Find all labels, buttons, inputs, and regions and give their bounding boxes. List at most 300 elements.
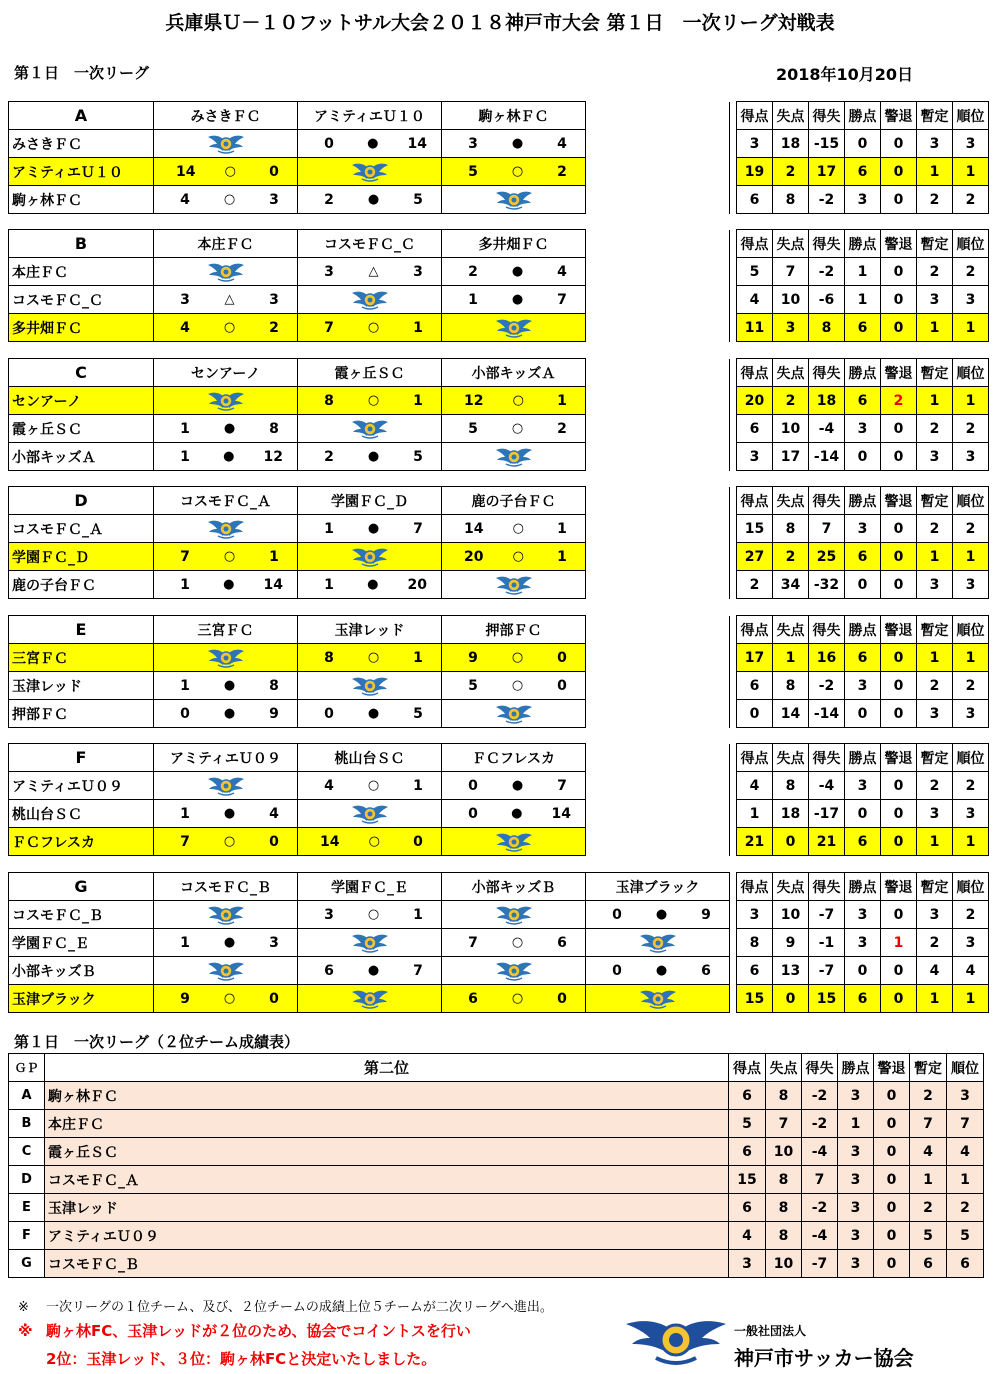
stat-value: 2 — [953, 258, 989, 286]
result-mark: ○ — [511, 991, 524, 1006]
match-result — [442, 543, 586, 571]
stat-value: 0 — [845, 443, 881, 471]
goals-against: 14 — [263, 576, 283, 593]
stat-header: 警退 — [881, 487, 917, 515]
kfa-emblem-icon — [352, 161, 388, 183]
kfa-emblem-icon — [208, 775, 244, 797]
kfa-emblem-icon — [496, 904, 532, 926]
stat-header: 暫定 — [917, 616, 953, 644]
stat-header: 得失 — [809, 487, 845, 515]
spacer — [730, 487, 737, 515]
second-place-row — [9, 1138, 984, 1166]
standing-row — [9, 957, 989, 985]
spacer — [730, 286, 737, 314]
stat-value: 7 — [809, 515, 845, 543]
group-A-table — [8, 101, 989, 214]
stat-value: 3 — [845, 415, 881, 443]
spacer — [730, 314, 737, 342]
stat-header: 勝点 — [845, 744, 881, 772]
match-result — [298, 828, 442, 856]
match-result — [586, 957, 730, 985]
stat-header: 順位 — [953, 616, 989, 644]
group-label: G — [9, 873, 154, 901]
goals-for: 2 — [324, 191, 334, 208]
result-mark: ○ — [512, 393, 524, 408]
self-match-cell — [298, 158, 442, 186]
group-label: D — [9, 487, 154, 515]
stat-header: 得点 — [737, 230, 773, 258]
stat-header: 警退 — [881, 744, 917, 772]
stat-value: -32 — [809, 571, 845, 599]
match-result — [298, 901, 442, 929]
stat-value: -1 — [809, 929, 845, 957]
goals-for: 4 — [180, 319, 190, 336]
goals-against: 6 — [557, 934, 567, 951]
group-label: F — [9, 744, 154, 772]
stat-header: 失点 — [773, 359, 809, 387]
opponent-header: アミティエＵ０９ — [154, 744, 298, 772]
empty-cell — [586, 487, 730, 515]
stat-value: 19 — [737, 158, 773, 186]
self-match-cell — [298, 800, 442, 828]
group-code: B — [9, 1110, 45, 1138]
stat-value: 10 — [773, 415, 809, 443]
stat-value: 3 — [845, 929, 881, 957]
goals-for: 1 — [180, 576, 190, 593]
stat-value: 2 — [953, 772, 989, 800]
second-place-table — [8, 1053, 984, 1278]
goals-against: 2 — [557, 163, 567, 180]
stat-value: 0 — [874, 1194, 910, 1222]
stat-header: 勝点 — [845, 616, 881, 644]
spacer — [730, 515, 737, 543]
standing-row — [9, 700, 989, 728]
stat-value: 2 — [917, 186, 953, 214]
standing-row — [9, 672, 989, 700]
stat-value: 3 — [917, 286, 953, 314]
group-code: E — [9, 1194, 45, 1222]
match-result — [442, 985, 586, 1013]
goals-against: 0 — [269, 163, 279, 180]
stat-value: 1 — [953, 828, 989, 856]
stat-value: 2 — [947, 1194, 984, 1222]
empty-cell — [586, 258, 730, 286]
stat-header: 失点 — [773, 102, 809, 130]
stat-value: 2 — [773, 543, 809, 571]
association-logo — [626, 1314, 726, 1374]
spacer — [730, 571, 737, 599]
stat-value: 2 — [773, 387, 809, 415]
stat-value: 5 — [729, 1110, 766, 1138]
match-result — [442, 415, 586, 443]
second-place-row — [9, 1222, 984, 1250]
goals-against: 3 — [269, 934, 279, 951]
stat-value: 15 — [737, 515, 773, 543]
stat-value: 1 — [917, 387, 953, 415]
stat-header: 得点 — [737, 487, 773, 515]
group-code: G — [9, 1250, 45, 1278]
result-mark: ● — [511, 292, 524, 307]
kfa-emblem-icon — [208, 390, 244, 412]
goals-against: 1 — [269, 548, 279, 565]
goals-against: 2 — [269, 319, 279, 336]
self-match-cell — [154, 387, 298, 415]
result-mark: ● — [367, 577, 379, 592]
stat-value: 3 — [947, 1082, 984, 1110]
stat-value: 0 — [845, 800, 881, 828]
standing-row — [9, 543, 989, 571]
result-mark: ● — [367, 963, 380, 978]
stat-value: 0 — [881, 772, 917, 800]
result-mark: ○ — [511, 650, 524, 665]
stat-value: 0 — [881, 985, 917, 1013]
stat-header: 得失 — [809, 230, 845, 258]
stat-value: 1 — [845, 258, 881, 286]
opponent-header: 押部ＦＣ — [442, 616, 586, 644]
opponent-header: 小部キッズＡ — [442, 359, 586, 387]
result-mark: ○ — [511, 935, 524, 950]
goals-against: 1 — [413, 392, 423, 409]
match-result — [154, 571, 298, 599]
stat-value: 10 — [773, 901, 809, 929]
empty-cell — [586, 828, 730, 856]
stat-value: 5 — [947, 1222, 984, 1250]
stat-value: 4 — [917, 957, 953, 985]
goals-for: 3 — [468, 135, 478, 152]
stat-header: 得失 — [809, 744, 845, 772]
team-name: 駒ヶ林ＦＣ — [45, 1082, 729, 1110]
stat-value: 17 — [809, 158, 845, 186]
stat-value: 0 — [881, 543, 917, 571]
team-name: アミティエＵ０９ — [9, 772, 154, 800]
goals-for: 20 — [464, 548, 484, 565]
opponent-header: 桃山台ＳＣ — [298, 744, 442, 772]
stat-value: 3 — [917, 700, 953, 728]
result-mark: ○ — [511, 678, 524, 693]
stat-value: 0 — [881, 828, 917, 856]
stat-value: 3 — [737, 130, 773, 158]
kfa-emblem-icon — [640, 988, 676, 1010]
second-place-row — [9, 1082, 984, 1110]
team-name: 玉津レッド — [9, 672, 154, 700]
stat-value: 3 — [838, 1138, 874, 1166]
stat-value: 2 — [910, 1082, 947, 1110]
stat-header: 警退 — [881, 873, 917, 901]
stat-value: 1 — [737, 800, 773, 828]
group-G-table — [8, 872, 989, 1013]
team-name: 多井畑ＦＣ — [9, 314, 154, 342]
team-name: 駒ヶ林ＦＣ — [9, 186, 154, 214]
match-result — [154, 158, 298, 186]
stat-value: 0 — [874, 1166, 910, 1194]
stat-value: 3 — [953, 800, 989, 828]
stat-value: 1 — [917, 644, 953, 672]
goals-for: 7 — [180, 833, 190, 850]
team-name: みさきＦＣ — [9, 130, 154, 158]
kfa-emblem-icon — [208, 904, 244, 926]
self-match-cell — [154, 957, 298, 985]
result-mark: ○ — [511, 421, 524, 436]
team-name: コスモＦＣ_Ｃ — [9, 286, 154, 314]
note-decision: 2位：玉津レッド、３位：駒ヶ林FCと決定いたしました。 — [46, 1350, 437, 1368]
stat-header: 順位 — [953, 230, 989, 258]
note-text: 駒ヶ林FC、玉津レッドが２位のため、協会でコイントスを行い — [46, 1322, 471, 1340]
stat-header: 勝点 — [845, 873, 881, 901]
stat-header: 順位 — [953, 744, 989, 772]
goals-for: 1 — [180, 934, 190, 951]
goals-for: 0 — [612, 962, 622, 979]
goals-against: 5 — [413, 448, 423, 465]
result-mark: ○ — [367, 907, 380, 922]
empty-cell — [586, 772, 730, 800]
result-mark: ○ — [223, 320, 236, 335]
empty-cell — [586, 644, 730, 672]
goals-against: 1 — [557, 392, 567, 409]
result-mark: ● — [367, 521, 380, 536]
stat-value: -14 — [809, 700, 845, 728]
stat-value: 2 — [917, 672, 953, 700]
stat-header: 警退 — [881, 359, 917, 387]
match-result — [154, 314, 298, 342]
stat-value: 3 — [917, 130, 953, 158]
spacer — [730, 929, 737, 957]
team-name: 押部ＦＣ — [9, 700, 154, 728]
stat-header: 勝点 — [845, 359, 881, 387]
stat-value: -2 — [809, 672, 845, 700]
standing-row — [9, 443, 989, 471]
group-label: C — [9, 359, 154, 387]
opponent-header: みさきＦＣ — [154, 102, 298, 130]
group-code: A — [9, 1082, 45, 1110]
stat-value: 8 — [766, 1194, 802, 1222]
stat-value: 2 — [917, 929, 953, 957]
goals-for: 0 — [468, 777, 478, 794]
goals-for: 0 — [324, 705, 334, 722]
empty-cell — [586, 415, 730, 443]
stat-value: -17 — [809, 800, 845, 828]
goals-for: 0 — [180, 705, 190, 722]
spacer — [730, 359, 737, 387]
kfa-emblem-icon — [496, 831, 532, 853]
goals-against: 4 — [557, 263, 567, 280]
stat-value: 3 — [917, 443, 953, 471]
stat-value: 8 — [766, 1222, 802, 1250]
match-result — [442, 258, 586, 286]
goals-against: 8 — [269, 420, 279, 437]
stat-value: 1 — [953, 985, 989, 1013]
stat-value: 0 — [874, 1222, 910, 1250]
self-match-cell — [154, 901, 298, 929]
stat-header: 得失 — [809, 102, 845, 130]
stat-value: 3 — [953, 929, 989, 957]
match-result — [298, 571, 442, 599]
kfa-emblem-icon — [496, 574, 532, 596]
kfa-emblem-icon — [496, 446, 532, 468]
stat-value: 2 — [773, 158, 809, 186]
self-match-cell — [298, 543, 442, 571]
team-name: 鹿の子台ＦＣ — [9, 571, 154, 599]
goals-against: 3 — [413, 263, 423, 280]
standing-row — [9, 314, 989, 342]
goals-for: 0 — [324, 135, 334, 152]
opponent-header: 駒ヶ林ＦＣ — [442, 102, 586, 130]
stat-value: 2 — [953, 186, 989, 214]
stat-value: 3 — [845, 901, 881, 929]
stat-value: 7 — [773, 258, 809, 286]
result-mark: △ — [224, 292, 235, 307]
stat-value: 3 — [838, 1082, 874, 1110]
stat-value: 0 — [881, 901, 917, 929]
stat-value: 21 — [809, 828, 845, 856]
stat-header: 得点 — [729, 1054, 766, 1082]
stat-value: 6 — [737, 186, 773, 214]
stat-value: 0 — [737, 700, 773, 728]
stat-value: 7 — [947, 1110, 984, 1138]
goals-for: 7 — [468, 934, 478, 951]
match-result — [442, 929, 586, 957]
standing-row — [9, 772, 989, 800]
stat-value: 10 — [773, 286, 809, 314]
kfa-emblem-icon — [208, 518, 244, 540]
self-match-cell — [154, 772, 298, 800]
stat-value: 0 — [881, 415, 917, 443]
kfa-emblem-icon — [496, 960, 532, 982]
second-place-row — [9, 1110, 984, 1138]
stat-value: 0 — [881, 800, 917, 828]
stat-value: 0 — [845, 130, 881, 158]
stat-value: 3 — [953, 700, 989, 728]
goals-for: 7 — [324, 319, 334, 336]
goals-for: 1 — [180, 448, 190, 465]
stat-value: 0 — [874, 1082, 910, 1110]
kfa-emblem-icon — [352, 418, 388, 440]
self-match-cell — [298, 672, 442, 700]
goals-against: 7 — [557, 777, 567, 794]
team-name: センアーノ — [9, 387, 154, 415]
goals-against: 0 — [413, 833, 423, 850]
self-match-cell — [442, 700, 586, 728]
group-F-table — [8, 743, 989, 856]
result-mark: ○ — [223, 549, 236, 564]
goals-against: 1 — [557, 548, 567, 565]
spacer — [730, 744, 737, 772]
match-result — [298, 700, 442, 728]
goals-against: 9 — [701, 906, 711, 923]
result-mark: ● — [223, 449, 235, 464]
goals-for: 1 — [180, 677, 190, 694]
stat-header: 暫定 — [910, 1054, 947, 1082]
spacer — [730, 957, 737, 985]
self-match-cell — [298, 929, 442, 957]
stat-value: 1 — [917, 543, 953, 571]
spacer — [730, 828, 737, 856]
standing-row — [9, 901, 989, 929]
team-name: 小部キッズＡ — [9, 443, 154, 471]
goals-for: 5 — [468, 420, 478, 437]
empty-cell — [586, 443, 730, 471]
stat-value: 5 — [910, 1222, 947, 1250]
stat-value: -7 — [802, 1250, 838, 1278]
result-mark: ○ — [223, 834, 236, 849]
result-mark: ● — [367, 706, 380, 721]
standing-row — [9, 515, 989, 543]
empty-cell — [586, 286, 730, 314]
opponent-header: 鹿の子台ＦＣ — [442, 487, 586, 515]
stat-value: 2 — [910, 1194, 947, 1222]
team-name: ＦＣフレスカ — [9, 828, 154, 856]
stat-header: 得点 — [737, 616, 773, 644]
stat-value: 1 — [917, 314, 953, 342]
stat-value: 13 — [773, 957, 809, 985]
group-code: F — [9, 1222, 45, 1250]
team-name: 本庄ＦＣ — [9, 258, 154, 286]
stat-value: 2 — [953, 515, 989, 543]
goals-for: 6 — [468, 990, 478, 1007]
stat-value: 0 — [874, 1138, 910, 1166]
empty-cell — [586, 102, 730, 130]
opponent-header: コスモＦＣ_Ａ — [154, 487, 298, 515]
stat-header: 暫定 — [917, 102, 953, 130]
kfa-emblem-icon — [208, 647, 244, 669]
stat-header: 暫定 — [917, 359, 953, 387]
goals-for: 12 — [464, 392, 484, 409]
spacer — [730, 387, 737, 415]
result-mark: ● — [511, 136, 524, 151]
match-result — [298, 443, 442, 471]
stat-value: 0 — [881, 258, 917, 286]
goals-against: 0 — [269, 833, 279, 850]
empty-cell — [586, 314, 730, 342]
kfa-emblem-icon — [626, 1314, 726, 1370]
self-match-cell — [442, 571, 586, 599]
stat-value: 0 — [881, 700, 917, 728]
stat-value: 2 — [953, 415, 989, 443]
goals-for: 8 — [324, 392, 334, 409]
stat-value: 3 — [737, 901, 773, 929]
stat-value: 6 — [947, 1250, 984, 1278]
result-mark: ● — [511, 778, 524, 793]
self-match-cell — [442, 901, 586, 929]
match-result — [154, 286, 298, 314]
goals-for: 8 — [324, 649, 334, 666]
stat-header: 勝点 — [845, 230, 881, 258]
stat-header: 順位 — [947, 1054, 984, 1082]
stat-value: 4 — [953, 957, 989, 985]
spacer — [730, 186, 737, 214]
self-match-cell — [442, 828, 586, 856]
team-name: コスモＦＣ_Ａ — [45, 1166, 729, 1194]
standing-row — [9, 415, 989, 443]
stat-value: 1 — [953, 644, 989, 672]
stat-value: 18 — [809, 387, 845, 415]
goals-against: 0 — [557, 990, 567, 1007]
match-result — [298, 772, 442, 800]
stat-header: 警退 — [881, 230, 917, 258]
result-mark: ● — [367, 136, 379, 151]
spacer — [730, 258, 737, 286]
match-result — [442, 286, 586, 314]
stat-header: 得失 — [802, 1054, 838, 1082]
stat-header: 得点 — [737, 359, 773, 387]
result-mark: ● — [655, 907, 668, 922]
team-name: 学園ＦＣ_Ｅ — [9, 929, 154, 957]
stat-value: 0 — [881, 571, 917, 599]
stat-value: 14 — [773, 700, 809, 728]
empty-cell — [586, 186, 730, 214]
stat-value: 0 — [773, 985, 809, 1013]
match-result — [442, 387, 586, 415]
goals-against: 5 — [413, 705, 423, 722]
